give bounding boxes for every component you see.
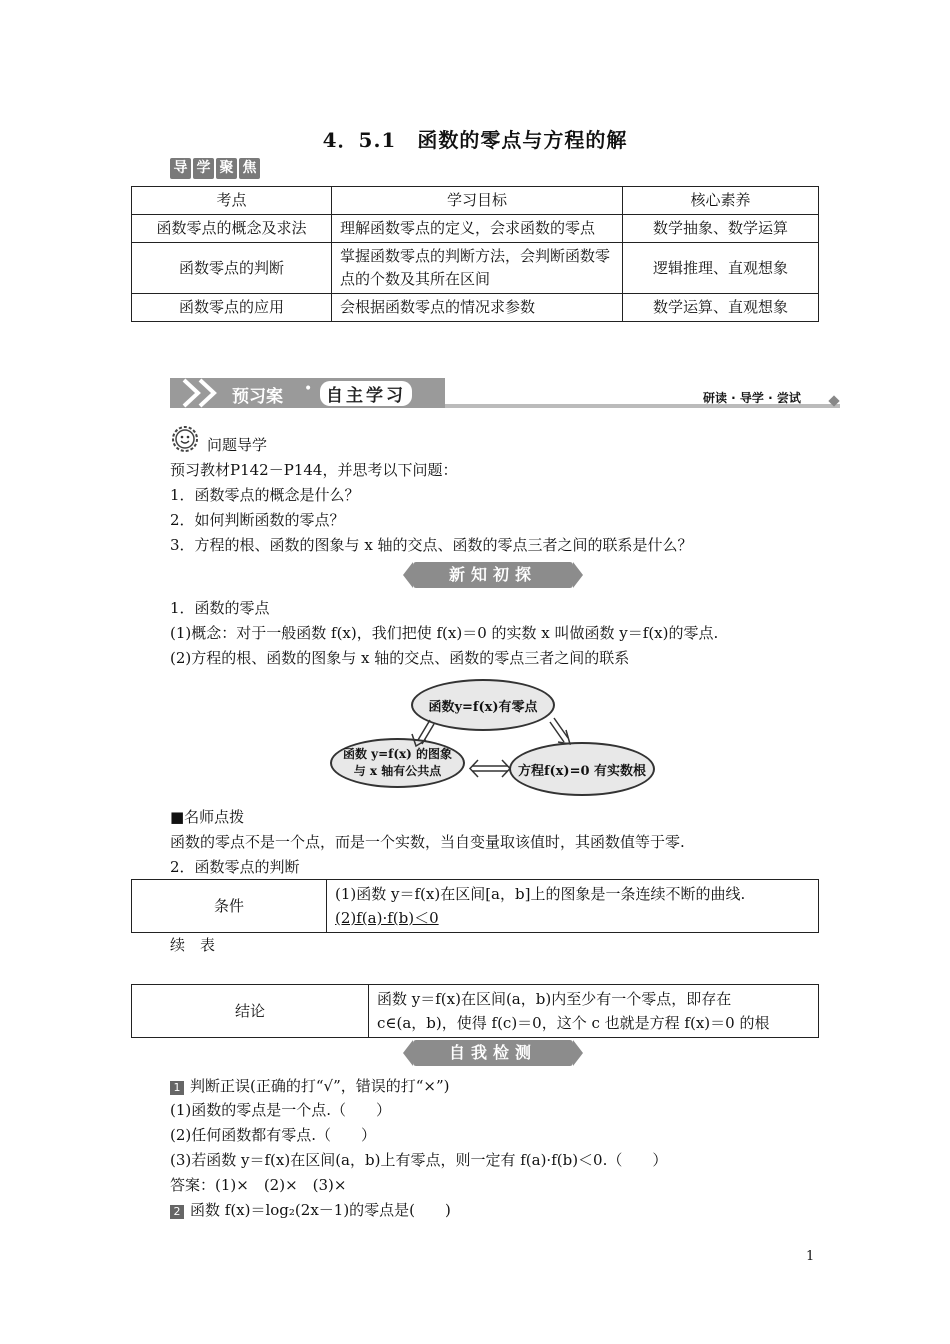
conclusion-table [131,984,819,1038]
chevrons-icon [180,378,230,408]
diagram-node-graph: 函数 y=f(x) 的图象与 x 轴有公共点 [330,738,465,788]
page-number: 1 [806,1249,815,1264]
tag-char: 焦 [239,158,260,179]
tag-char: 导 [170,158,191,179]
table-cell: 数学运算、直观想象 [623,294,819,322]
question-item: 2．如何判断函数的零点？ [170,511,345,529]
number-badge: 2 [170,1205,184,1219]
exercise-q1-1: (1)函数的零点是一个点.（ ） [170,1101,392,1119]
exercise-q1-3: (3)若函数 y＝f(x)在区间(a，b)上有零点，则一定有 f(a)·f(b)＜0.（ ） [170,1151,668,1169]
tag-char: 学 [193,158,214,179]
questions-heading: 问题导学 [207,436,268,454]
number-badge: 1 [170,1081,184,1095]
condition-table [131,879,819,933]
banner-right-text: 自主学习 [320,381,412,406]
answer-line: 答案：(1)× (2)× (3)× [170,1176,347,1194]
tip-p2: 2．函数零点的判断 [170,858,300,876]
table-cell: 数学抽象、数学运算 [623,215,819,243]
section-self-check: 自我检测 [413,1040,573,1066]
section-tag [170,158,262,179]
condition-label: 条件 [132,880,327,933]
tip-heading: ■名师点拨 [170,808,245,826]
page-title: 4．5.1 函数的零点与方程的解 [322,128,628,152]
question-item: 3．方程的根、函数的图象与 x 轴的交点、函数的零点三者之间的联系是什么？ [170,536,693,554]
table-cell: 理解函数零点的定义，会求函数的零点 [332,215,623,243]
table-cell: 掌握函数零点的判断方法，会判断函数零点的个数及其所在区间 [332,243,623,294]
tip-text: 函数的零点不是一个点，而是一个实数，当自变量取该值时，其函数值等于零. [170,833,685,851]
knowledge-p2: (1)概念：对于一般函数 f(x)，我们把使 f(x)＝0 的实数 x 叫做函数 y＝f(x)的零点. [170,624,719,642]
question-item: 1．函数零点的概念是什么？ [170,486,360,504]
dot-icon: • [304,381,313,397]
table-header: 学习目标 [332,187,623,215]
exercise-q1-text: 判断正误(正确的打“√”，错误的打“×”) [190,1077,450,1095]
conclusion-label: 结论 [132,985,369,1038]
goals-table [131,186,819,322]
exercise-q2-text: 函数 f(x)＝log₂(2x－1)的零点是( ) [190,1201,451,1219]
continued-label: 续 表 [170,936,216,954]
banner-note: 研读 · 导学 · 尝试 [703,391,801,405]
exercise-q2 [170,1199,451,1220]
diagram-node-zero: 函数y=f(x)有零点 [411,679,555,731]
table-cell: 会根据函数零点的情况求参数 [332,294,623,322]
table-row [132,243,819,294]
questions-intro: 预习教材P142－P144，并思考以下问题： [170,461,458,479]
smiley-icon [171,425,199,453]
table-row [132,215,819,243]
banner-left-text: 预习案 [232,387,283,407]
diagram-arrows [380,700,620,780]
exercise-q1-2: (2)任何函数都有零点.（ ） [170,1126,377,1144]
knowledge-p1: 1．函数的零点 [170,599,270,617]
table-cell: 函数零点的概念及求法 [132,215,332,243]
section-new-knowledge: 新知初探 [413,562,573,588]
diagram-node-root: 方程f(x)=0 有实数根 [509,742,655,796]
condition-line-1: (1)函数 y＝f(x)在区间[a，b]上的图象是一条连续不断的曲线. [335,885,746,903]
table-header: 考点 [132,187,332,215]
table-cell: 函数零点的应用 [132,294,332,322]
knowledge-p3: (2)方程的根、函数的图象与 x 轴的交点、函数的零点三者之间的联系 [170,649,630,667]
preview-banner [170,378,445,408]
table-header-row [132,187,819,215]
table-cell: 逻辑推理、直观想象 [623,243,819,294]
condition-line-2: (2)f(a)·f(b)＜0 [335,909,439,927]
table-cell: 函数零点的判断 [132,243,332,294]
exercise-q1 [170,1075,450,1096]
tag-char: 聚 [216,158,237,179]
conclusion-line-2: c∈(a，b)，使得 f(c)＝0，这个 c 也就是方程 f(x)＝0 的根 [377,1014,770,1032]
table-row [132,294,819,322]
conclusion-line-1: 函数 y＝f(x)在区间(a，b)内至少有一个零点，即存在 [377,990,732,1008]
table-header: 核心素养 [623,187,819,215]
